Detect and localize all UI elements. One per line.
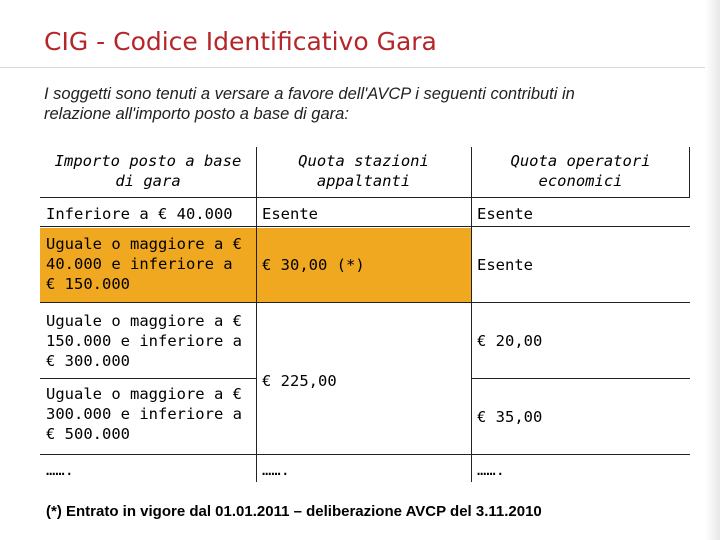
grid-line bbox=[471, 378, 690, 379]
row5-operatori: ……. bbox=[477, 461, 505, 479]
row2-operatori: Esente bbox=[477, 256, 533, 274]
row3-4-stazioni: € 225,00 bbox=[262, 372, 337, 390]
row2-importo: Uguale o maggiore a € 40.000 e inferiore a € 150.000 bbox=[40, 228, 256, 302]
row2-stazioni: € 30,00 (*) bbox=[256, 228, 471, 302]
row5-importo: ……. bbox=[46, 461, 74, 479]
row1-stazioni: Esente bbox=[262, 205, 318, 223]
header-quota-operatori: Quota operatori economici bbox=[510, 152, 651, 190]
footnote: (*) Entrato in vigore dal 01.01.2011 – deliberazione AVCP del 3.11.2010 bbox=[46, 503, 542, 520]
header-importo: Importo posto a base di gara bbox=[54, 152, 242, 190]
page-title: CIG - Codice Identificativo Gara bbox=[44, 27, 437, 56]
grid-line bbox=[40, 454, 690, 455]
row3-operatori: € 20,00 bbox=[477, 332, 543, 350]
row1-operatori: Esente bbox=[477, 205, 533, 223]
right-edge-decoration bbox=[705, 0, 720, 540]
row1-importo: Inferiore a € 40.000 bbox=[46, 205, 233, 223]
title-divider bbox=[0, 67, 705, 68]
grid-line bbox=[40, 197, 690, 198]
grid-line bbox=[40, 302, 690, 303]
row5-stazioni: ……. bbox=[262, 461, 290, 479]
grid-line bbox=[471, 147, 472, 482]
grid-line bbox=[40, 226, 690, 227]
row4-operatori: € 35,00 bbox=[477, 408, 543, 426]
grid-line bbox=[40, 378, 256, 379]
grid-line bbox=[256, 147, 257, 482]
grid-line bbox=[689, 147, 690, 198]
contribution-table bbox=[40, 147, 690, 482]
row3-importo: Uguale o maggiore a € 150.000 e inferiore a € 300.000 bbox=[46, 312, 242, 370]
intro-text: I soggetti sono tenuti a versare a favore dell'AVCP i seguenti contributi in relazione all'importo posto a base di gara: bbox=[44, 85, 575, 123]
header-quota-stazioni: Quota stazioni appaltanti bbox=[298, 152, 429, 190]
row4-importo: Uguale o maggiore a € 300.000 e inferiore a € 500.000 bbox=[46, 385, 242, 443]
